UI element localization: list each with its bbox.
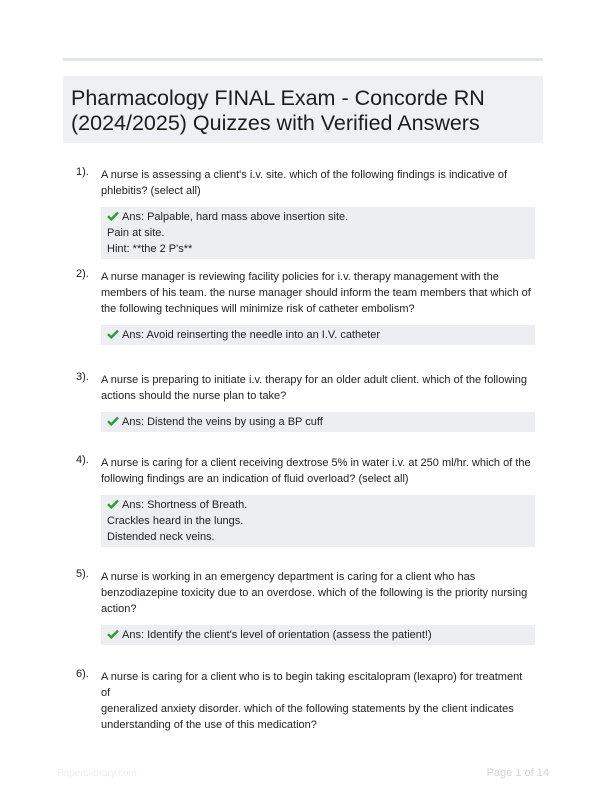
- answer-text: Pain at site.: [107, 227, 165, 239]
- answer-text: Ans: Identify the client's level of orientation (assess the patient!): [122, 629, 432, 641]
- question-item-5: [63, 562, 543, 662]
- question-number: 3).: [76, 371, 89, 383]
- page-number: Page 1 of 14: [486, 767, 549, 779]
- question-text: A nurse is assessing a client's i.v. site. which of the following findings is indicative of phlebitis? (select all): [101, 169, 508, 197]
- answer-text: Crackles heard in the lungs.: [107, 515, 244, 527]
- answer-text: Ans: Palpable, hard mass above insertion site.: [122, 211, 349, 223]
- question-number: 4).: [76, 454, 89, 466]
- title-line-2: (2024/2025) Quizzes with Verified Answers: [71, 111, 480, 135]
- check-icon: [107, 416, 119, 426]
- answer-text: Ans: Avoid reinserting the needle into an I.V. catheter: [122, 329, 381, 341]
- question-item-2: [63, 262, 543, 365]
- question-text: A nurse is caring for a client who is to begin taking escitalopram (lexapro) for treatment of generalized anxiety disorder. which of the following statements by the client indicates understanding of the use of this medication?: [101, 671, 523, 731]
- question-text: A nurse manager is reviewing facility policies for i.v. therapy management with the members of his team. the nurse manager should inform the team members that which of the following techniques will minimize risk of catheter embolism?: [101, 271, 531, 315]
- answer-box: [101, 495, 535, 547]
- question-item-4: [63, 448, 543, 562]
- question-item-6: [63, 662, 543, 731]
- question-text: A nurse is working in an emergency department is caring for a client who has benzodiazepine toxicity due to an overdose. which of the following is the priority nursing action?: [101, 571, 528, 615]
- answer-box: [101, 207, 535, 259]
- document-title-box: [63, 76, 543, 143]
- answer-box: [101, 325, 535, 345]
- answer-text: Hint: **the 2 P's**: [107, 243, 193, 255]
- question-item-3: [63, 365, 543, 448]
- question-number: 6).: [76, 668, 89, 680]
- title-line-1: Pharmacology FINAL Exam - Concorde RN: [71, 86, 485, 110]
- answer-text: Ans: Distend the veins by using a BP cuff: [122, 416, 323, 428]
- question-number: 1).: [76, 166, 89, 178]
- question-number: 2).: [76, 268, 89, 280]
- question-list: [63, 160, 543, 731]
- question-number: 5).: [76, 568, 89, 580]
- document-title: [71, 86, 535, 136]
- check-icon: [107, 629, 119, 639]
- answer-box: [101, 412, 535, 432]
- question-item-1: [63, 160, 543, 262]
- check-icon: [107, 211, 119, 221]
- check-icon: [107, 329, 119, 339]
- question-text: A nurse is caring for a client receiving dextrose 5% in water i.v. at 250 ml/hr. which of the following findings are an indication of fluid overload? (select all): [101, 457, 531, 485]
- answer-text: Distended neck veins.: [107, 531, 215, 543]
- top-divider: [63, 58, 543, 61]
- question-text: A nurse is preparing to initiate i.v. therapy for an older adult client. which of the following actions should the nurse plan to take?: [101, 374, 527, 402]
- answer-box: [101, 625, 535, 645]
- answer-text: Ans: Shortness of Breath.: [122, 499, 248, 511]
- check-icon: [107, 499, 119, 509]
- footer-watermark: Paperslibrary.com: [57, 768, 137, 779]
